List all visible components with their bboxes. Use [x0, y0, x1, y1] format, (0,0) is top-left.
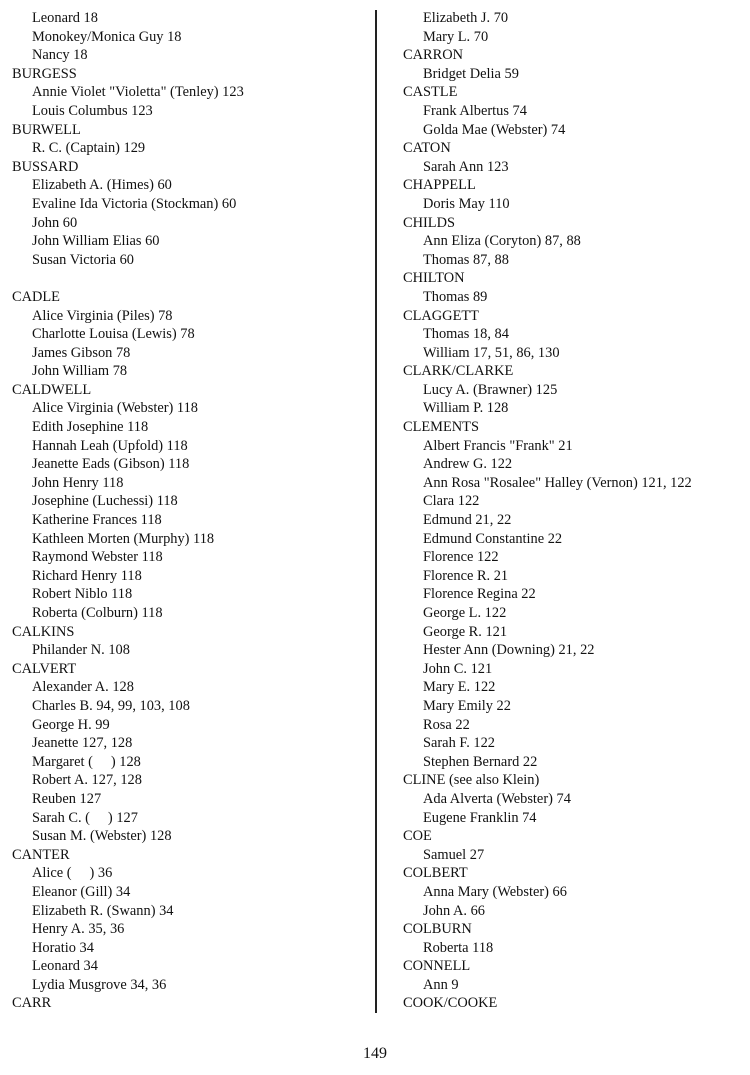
index-entry: Mary Emily 22	[423, 697, 511, 714]
index-entry: Lucy A. (Brawner) 125	[423, 381, 558, 398]
index-entry: R. C. (Captain) 129	[32, 140, 146, 157]
index-entry: Nancy 18	[32, 47, 88, 64]
index-entry: Florence 122	[423, 549, 499, 566]
index-entry: Rosa 22	[423, 716, 470, 733]
index-entry: Ann Rosa "Rosalee" Halley (Vernon) 121, 122	[423, 474, 692, 491]
index-entry: George L. 122	[423, 605, 507, 621]
index-entry: Ann Eliza (Coryton) 87, 88	[423, 233, 581, 250]
index-entry: Edmund 21, 22	[423, 512, 512, 529]
surname-heading: CALVERT	[12, 660, 77, 677]
surname-heading: CLEMENTS	[403, 419, 479, 436]
surname-heading: CARR	[12, 995, 52, 1012]
index-entry: Andrew G. 122	[423, 456, 513, 473]
surname-heading: COLBURN	[403, 921, 472, 938]
index-entry: Eleanor (Gill) 34	[32, 883, 131, 900]
page-number: 149	[363, 1045, 387, 1062]
index-entry: Hester Ann (Downing) 21, 22	[423, 642, 595, 659]
index-entry: Albert Francis "Frank" 21	[423, 437, 573, 454]
index-entry: Louis Columbus 123	[32, 102, 153, 119]
index-entry: Leonard 34	[32, 958, 98, 975]
surname-heading: CATON	[403, 140, 451, 157]
index-entry: Roberta 118	[423, 939, 494, 956]
index-entry: Ada Alverta (Webster) 74	[423, 790, 571, 807]
surname-heading: BURWELL	[12, 121, 81, 138]
index-entry: George R. 121	[423, 623, 508, 640]
index-entry: James Gibson 78	[32, 344, 131, 361]
index-entry: Josephine (Luchessi) 118	[32, 493, 178, 510]
surname-heading: COE	[403, 828, 432, 845]
index-entry: Annie Violet "Violetta" (Tenley) 123	[32, 84, 244, 101]
index-entry: Reuben 127	[32, 790, 102, 807]
index-entry: Clara 122	[423, 493, 480, 510]
index-entry: John C. 121	[423, 660, 493, 677]
index-entry: Jeanette 127, 128	[32, 735, 133, 752]
index-entry: Sarah Ann 123	[423, 158, 509, 175]
index-entry: Robert A. 127, 128	[32, 772, 142, 789]
column-divider	[375, 10, 377, 1013]
index-entry: Anna Mary (Webster) 66	[423, 883, 567, 900]
index-entry: Alice ( ) 36	[32, 865, 113, 882]
surname-heading: CASTLE	[403, 84, 458, 101]
surname-heading: CALKINS	[12, 623, 75, 640]
index-entry: John A. 66	[423, 902, 485, 919]
index-entry: Robert Niblo 118	[32, 586, 133, 603]
index-entry: Samuel 27	[423, 846, 485, 863]
blank-line	[12, 269, 362, 288]
surname-heading: CONNELL	[403, 958, 471, 975]
surname-heading: COOK/COOKE	[403, 995, 498, 1012]
index-entry: Katherine Frances 118	[32, 512, 162, 529]
index-entry: Richard Henry 118	[32, 567, 142, 584]
index-entry: Elizabeth R. (Swann) 34	[32, 902, 174, 919]
index-entry: John William Elias 60	[32, 233, 160, 250]
index-entry: Ann 9	[423, 976, 459, 993]
index-entry: Monokey/Monica Guy 18	[32, 28, 182, 45]
index-entry: Susan M. (Webster) 128	[32, 828, 172, 845]
surname-heading: CANTER	[12, 846, 70, 863]
index-entry: Susan Victoria 60	[32, 251, 134, 268]
index-entry: Thomas 89	[423, 288, 488, 305]
index-entry: Thomas 87, 88	[423, 251, 509, 268]
surname-heading: CHAPPELL	[403, 177, 476, 194]
index-entry: William P. 128	[423, 400, 509, 417]
index-entry: Edith Josephine 118	[32, 419, 149, 436]
index-entry: Mary E. 122	[423, 679, 496, 696]
surname-heading: BUSSARD	[12, 158, 79, 175]
index-entry: Alice Virginia (Webster) 118	[32, 400, 198, 417]
index-entry: Kathleen Morten (Murphy) 118	[32, 530, 215, 547]
index-entry: Elizabeth A. (Himes) 60	[32, 177, 172, 194]
index-entry: Jeanette Eads (Gibson) 118	[32, 456, 190, 473]
surname-heading: COLBERT	[403, 865, 468, 882]
surname-heading: CHILDS	[403, 214, 455, 231]
index-entry: Margaret ( ) 128	[32, 753, 141, 770]
index-entry: Florence Regina 22	[423, 586, 536, 603]
surname-heading: CLINE (see also Klein)	[403, 772, 540, 789]
index-entry: Edmund Constantine 22	[423, 530, 563, 547]
index-entry: Horatio 34	[32, 939, 94, 956]
index-entry: Stephen Bernard 22	[423, 753, 538, 770]
index-entry: Thomas 18, 84	[423, 326, 509, 343]
index-entry: Elizabeth J. 70	[423, 10, 509, 26]
index-entry: Evaline Ida Victoria (Stockman) 60	[32, 195, 237, 212]
index-entry: Charlotte Louisa (Lewis) 78	[32, 326, 195, 343]
index-entry: Golda Mae (Webster) 74	[423, 121, 566, 138]
index-entry: Alice Virginia (Piles) 78	[32, 307, 173, 324]
index-entry: John 60	[32, 214, 78, 231]
index-entry: George H. 99	[32, 716, 110, 733]
index-entry: Sarah F. 122	[423, 735, 495, 752]
index-entry: Frank Albertus 74	[423, 102, 527, 119]
surname-heading: CLAGGETT	[403, 307, 479, 324]
index-entry: Charles B. 94, 99, 103, 108	[32, 697, 190, 714]
surname-heading: CADLE	[12, 288, 60, 305]
index-entry: Bridget Delia 59	[423, 65, 519, 82]
index-entry: Hannah Leah (Upfold) 118	[32, 437, 188, 454]
index-entry: Doris May 110	[423, 195, 510, 212]
index-entry: Leonard 18	[32, 10, 98, 26]
index-entry: Henry A. 35, 36	[32, 921, 125, 938]
index-entry: Eugene Franklin 74	[423, 809, 537, 826]
index-entry: Lydia Musgrove 34, 36	[32, 976, 167, 993]
index-entry: John William 78	[32, 363, 128, 380]
index-right-column	[403, 9, 748, 1013]
index-entry: William 17, 51, 86, 130	[423, 344, 560, 361]
index-entry: Mary L. 70	[423, 28, 489, 45]
index-entry: Florence R. 21	[423, 567, 509, 584]
index-entry: Raymond Webster 118	[32, 549, 163, 566]
index-entry: Alexander A. 128	[32, 679, 134, 696]
surname-heading: CARRON	[403, 47, 463, 64]
surname-heading: BURGESS	[12, 65, 77, 82]
index-entry: Sarah C. ( ) 127	[32, 809, 138, 826]
surname-heading: CLARK/CLARKE	[403, 363, 514, 380]
index-left-column	[12, 9, 362, 1013]
surname-heading: CALDWELL	[12, 381, 92, 398]
surname-heading: CHILTON	[403, 270, 465, 287]
index-entry: Roberta (Colburn) 118	[32, 605, 163, 621]
index-entry: Philander N. 108	[32, 642, 130, 659]
index-entry: John Henry 118	[32, 474, 124, 491]
